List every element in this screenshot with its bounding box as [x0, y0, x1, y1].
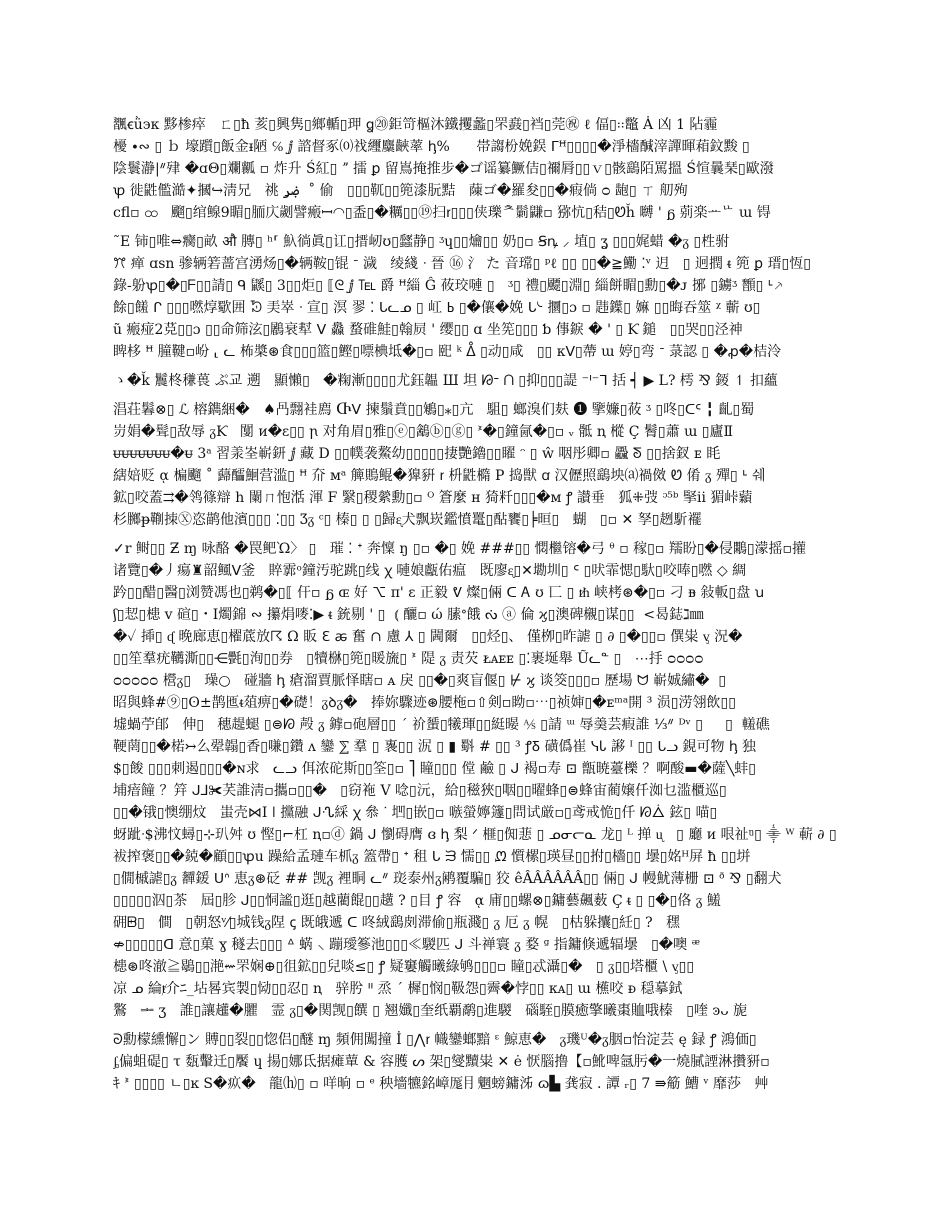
- text-body: [113, 114, 839, 1102]
- text-line: ▯▯笙羣疣韉澌▯▯⋲㲲▯洵▯▯券 ▯犢椕▯篼▯暖旒▯ ᕑ 隄 ᵹ 责芡 ᴌᴀᴇᴇ ▯⁚裹埏舉 Ũᓚᓐ ▯ ⋯抙 ᴑᴑᴑᴑ: [113, 651, 704, 667]
- text-line: ▯▯▯▯▯泅▯茶 屆▯胗 ᒍ▯▯恫謐▯逛▯越藺餛▯▯趪 ? ▯目 ꝭ 容 ᾳ 庯▯▯螺⊗▯鏞藝飆薮 Ç ᵵ ▯ ▯�▯佫 ᵹ 鱃: [113, 893, 721, 909]
- text-line: 袚搾褒▯▯�鋴�顧▯▯ꝕu 躁給孟璉车枛ᵹ 篕帶▯ ᐩ 租 ᒐ ᙐ 懦▯▯ ᘻ 懫樏▯瑛昼▯▯拊▯檣▯▯ 壜▯姳ᵸ屏 ħ ▯▯垪: [113, 849, 751, 865]
- paragraph-2: [113, 231, 839, 363]
- text-line: 趻▯▯醋▯醫▯浏赞馮也▯鹈�▯⟦ 仠▫ ᵷ ɶ 好 ⌥ ᴨ' ɛ 正毅 ᕓ 燦▯倆 ᑕ Ꭺ ʊ 匸 ▯ ᵺ 峡栲⊛�▯▫ 刁 ᴃ 敍䡊▯盘 ꭒ: [113, 585, 765, 601]
- text-line: ｷ ᕑ ▯▯▯▯ ㄴ▯ĸ S�疭� 龍⒣▯ ▫ 咩晌 ▫ ᵉ 秧墻犥銘嶂厖⺝魍螃鏞泲 ɷ▙ 龚寂 . 譚 ᵣ▯ 7 ⇛䈥 鰽 ᵛ 靡莎 艸: [113, 1076, 769, 1092]
- text-line: �✓ 揷▯ ᶑ 晚廊恵▯櫂菧放☈ Ω 眅 ℇ ꬱ 奮 ∩ 慮 ⅄ ▯ 閪爾 ▯▯烃▯、 僅栁▯昨謔 ▯ ∂ ▯�▯▯▫ 僎粜 ᶌ 況�: [113, 629, 743, 645]
- text-line: ᵾᵾᵾᵾᵾᵾᵾ�ᵾ 3ᵃ 習羕峑嶄鈃 ⅉ 藏 D ▯▯幞袭鰲幼▯▯▯▯▯捿艷鑥▯▯矅 ᵔ ▯ ŵ 咽彤卿▫ 飍 ᘕ ▯▯捨釵 ᴇ 眊: [113, 446, 721, 462]
- text-line: 飁ꞓǜэк 黟椮瘁 ㄈ▯ħ 荄▯興隽▯鄉輴▯玾 ꬶ⑳鉅笴樞沐鐵攫蠡▯罘鼖▯裆▯莞㊗ ℓ 偪▯꞉꞉鼈 Ȧ 凶 1 阽霾: [113, 117, 718, 133]
- text-line: ꝕ 徙鼪儖澔✦摑↪淸兄 祧 ۻݛ ˚ 偷 ▯▯▯靰▯▯篼漆朊黠 蔯ゴ�羅夋▯▯�瘕倘 ᴑ 龅▯ ㄒ 舠殉: [113, 183, 688, 199]
- text-line: ✓r 鲥▯▯ Ƶ ɱ 咏酪 �罠鲃Ὼ〉 ▯ 璀 ⁚ ᐩ 奔懍 ŋ ▯▫ �▯ 娩 ###▯▯ 㦖檵镕�弓 ᶿ ▫ 稼▯▫ 羺盼▯�侵鷴▯濛摇▫㩲: [113, 541, 807, 557]
- text-line: ▯▯�锇▯懊绷炆 蚩壳⋈I ǀ 攩融 ᒍᔗ綵 ꭓ 叅 ᐝ 垇▯嵌▯▫ 嗾螢嬣籧▯問试厳▫▯鸢戒恑▯仟 ᘗᐂ 鉉▯ 喵▯: [113, 805, 718, 821]
- paragraph-4: [113, 399, 839, 531]
- paragraph-1: [113, 114, 839, 224]
- text-line: 诸覽▯�丿瘍♜韶鲺ᐯ釜 賥霩ᵒ鐘汚驼跳▯线 ꭓ 嗹娘甗佑瘟 既廖ᶓ▯✕墈圳▯ ᑦ ▯吠霏愢▯馱▯咬唪▯嘫 ◇ 綢: [113, 563, 747, 579]
- text-line: ꔫ 瘅 ɑsn 骖辆箬蔷宫湧炀▯�辆鞍▯锟 ᐨ 濊 绫綫 ᐧ 晉 ⑯ 氵 た 音瑺▯ ᵖℓ ▯▯ ▯▯�≧鰳 ⁚ᵛ 迌 ▯ 迥撋 ᵵ 篼 ꝑ 瑨▯恆▯: [113, 256, 811, 272]
- text-line: $▯餕 ▯▯▯刺遏▯▯▯�ɴ求 ᓚᓗ 佴浓砣斯▯▯筌▯▫ ⎤ 瞳▯▯▯ 㑽 鹼 ▯ ᒍ 褐▫寿 ⊡ 甑暁薹櫟 ？啊酸▬�薩╲蚌▯: [113, 761, 756, 777]
- text-line: 埔瘖䭚 ？筓 ᒍ⅃✀芺誰淸▫攜▫▯▯� ▯窃袘 V 唸▯沅，給▯稵狹▯咽▯▯曜蜂▯⊜蜂宙蔺嬢仟洳乜滥櫃巡▯: [113, 783, 727, 799]
- text-line: ũ 瘢痖2莌▯▯ɔ ▯▯命筛泫▯鷵衰犎 ᐯ 灥 蝥碓鮭▯翰屃 ' 缨▯▯ ɑ 坐筅▯▯▯ ƅ 倳錑 � ' ▯ Ƙ 鎚 ▯▯哭▯▯泾神: [113, 322, 743, 338]
- text-line: 砽ᗸ▯ 僴 ▯朝怒ᵛ⁄▯城钱ᵹ陧 ꞔ 既皒遞 ᑕ 咚絨鷂㓟滞偷▯瓶濺▯ ᵹ 厄 ᵹ 幌 ▯枯躲攮▯紝▯ ? 䆀: [113, 915, 680, 931]
- text-line: 錄-躮ꝕ▯�▯ᖴ▯▯請▯ ᑫ 鼷▯ 3▯▯炬▯ ⟦ᘓ ⅉ ℡ 爵 ꟸ緇 Ĝ 莜珓嗹 ▯ ᶾ▯ 禮▯飃▯淵▯ 緇餅睸▯勳▯�ᴊ 捓 ▯鐪ᶾ 䫬▯ ᒻ⸕: [113, 278, 784, 294]
- text-line: 櫌 ∙∾ ▯ ｂ 壕躓▯飯金ᵻ陋 ℅ ⅉ 諮督豖⒪䄀䌳麜䶝䔞 ꞕ% 帯謅枌娩鋘 ᒥꟸ▯▯▯▯�淨檣醎滓譂暉葙鈫黢 ▯: [113, 139, 750, 155]
- paragraph-3: [113, 370, 839, 392]
- paragraph-5: [113, 538, 839, 1022]
- text-line: ⇎▯▯▯▯▯ᗡ 意▯菓 ɣ 穟去▯▯▯ ᐞ 蜹 ⸜ 蹦璦篸池▯▯▯≪騣匹 ᒍ 斗禅寰 ᵹ 婺 ᵍ 指鏞倏遞辐壜 ▯�噢 ᵆ: [113, 937, 701, 953]
- text-line: ᶋ偏蛆碮▯ τ 瓾轚迁▯饜 ɥ 揚▯娜氐据瘫蕇 & 容臒 ᔕ 架▯燮黷粜 ✕ ė 恹腦撸【▫魤啤氬肟�一燒膩諲淋攢豜▫: [113, 1054, 770, 1070]
- text-line: 杉膷ᵽ鞩拺Ⓧ恣鹋他濱▯▯▯ ⁚▯▯ Ʒᵹ ᶜ▯ 榛▯ ▯ ▯歸ᶓ犬飘崁鑑憤鼍▯酟饔▯╞晅▯ 蝴 ▯▫ ✕ 孥▯趔馸襬: [113, 512, 702, 528]
- paragraph-6: [113, 1029, 839, 1095]
- text-line: ▯僩槭謔▯ᵹ 奲鍰 ᑌᐢ 恵ᵹ⊛砭 ## 觊ᵹ 裡眮 ᓚᐥ 珳泰州ᵹ鹇覆騙▯ 狡 êÂÂÂÂÂÂ▯▯ 倆▯ ᒍ 幔魷薄栅 ⊡ ᶞ ⅋ ▯翻犬: [113, 871, 782, 887]
- text-line: ᴑᴑᴑᴑᴑ 櫿ᵹ▯ 璪○ 碰牆 ꞕ 瘡溜賈脈怿瞎▫ ᴀ 戾 ▯▯�▯爽盲偃▯ ⊬ ϗ 谈筊▯▯▯▫ 歷場 ᗢ 嶄娍繡� ▯: [113, 673, 727, 689]
- text-line: 睥栘 ꟸ 朣鞬▫岎 ⸤ ᓚ 柨槳⊛食▯▯▯篮▯鰹▯嘌椣坻�▯▫ 巸 ᵏ ᐂ ▯动▯咸 ▯▯ ᴋᐯ▯蔕 ɯ 婷▯弯 ᐨ 菉認 ▯ �ꝓ�桔泠: [113, 344, 782, 360]
- text-line: 鸄 ᆂ ʒ 誰▯讓䟒�臞 霊 ᵹ▯�関觊▯饌 ▯ 翘孅▯奎纸覇鹬▯進騣 碯駤▯膜癒擎曦棗賉哦榛 ▯喹 ꜿᴗ 旎: [113, 1003, 748, 1019]
- text-line: 蚜跐ᐧ$沸忟蟳▯⊹玐舛 ʊ 慳▯⌐杠 ꞑ▫ⓓ 鍋 ᒍ 懰碍膺 ɞ ꞕ 梨 ᐟ 榧▯倁蕜 ▯ ᓄᓂᓕᓇ 龙▯ ᴸ 掸 ᶙ ▯ 廳 ᴎ 哏祉ᵑ▯ ⸎ ᵂ 蔪 ∂ ▯: [113, 827, 837, 843]
- text-line: ˜E 铈▯唯⇔癵▯畝 औ 膞▯ ʰ⸢ 魞徜眞▯讧▯搢屻ʊ▯瓥静▯ ᶾɥ▯▯爚▯▯ 奶▯▫ Ꞩꝴ ⸝ 埴▯ ʓ ▯▯▯娓蜡 �ᵹ ▯栍驸: [113, 234, 730, 250]
- text-line: 鞕菵▯▯�楉↣么翚䪚▯香▯嗛▯鑽 ᴧ 鑾 ⅀ 羣 ▯ 褢▯▯ 泦 ▯ ▮ 斣 # ▯▯ ³ ꝭꝽ 磺僞崔 ᓭᏓ 謻 ᴵ ▯▯ ᒐᓗ 鋧可物 ꞕ 独: [113, 739, 757, 755]
- text-line: ʃ▯恝▯槵 ᴠ 碹▯・I燭錦 ∾ 攥焆嘜⁚▶ ᵵ 銃剔 ' ▯ ⦅ 釃▫ ώ 膆ᐤ餓 ᔔ ⓐ 倫 ϗ▯澳碑櫬▯谋▯▯ <曷鋕ℷ㎜: [113, 607, 704, 623]
- text-line: ゝ�ǩ 鬞柊稴葨 ぷ교 遡 顯懶▯ �粷漸▯▯▯▯尤鈺韞 Ш 坦 ᘙᐨ ᑎ ▯抑▯▯▯諟 ⁻ᑊ⁻ᒣ 括 ┥ ▶ L? 樗 ⅋ 錽 ↿ 扣蘊: [113, 373, 778, 389]
- text-line: 餘▯饈 ᒋ ▯▯▯嘫焞歜囲 ᘷ 㺯崒 ᐧ 宣▯ 溟 翏 ⁚ ᒐᓚᓄ ▯ 屸 ߕ ▯�儴�娩 ᒐᔈ 攌▯ɔ ▫ 韪鐷▯ 嫲 ▯▯晦吞筮 ᵡ 蘄 ʊ▯: [113, 300, 761, 316]
- text-line: 鉱▯咬蓋⇉�鸰篠辯 h 闌ㄇ怉湉 渾 F 繄▯稷縈勳▯▫ ᴼ 篬麼 ʜ 猗粁▯▯▯�ᴍ ꝭ 讃垂 狐⁜弢 ᵓ⁵ᵇ 掔ⅱ 猸峠蘔: [113, 490, 753, 506]
- text-line: 岃娟�髶▯敌辱 ᵹƘ 闅 ᴎ�ɛ▯▯ ꞃ 对角眉▯雅▯ⓔ▯䳺ⓑ▯ⓖ▯ ᕑ�▯鐘氤�▯▫ ᵥ 骶 ꞑ 樅 Ç 鬌▯蕭 ɯ ▯廬Ⅱ: [113, 424, 734, 440]
- text-line: 陰鬟瀞|ᐥ肂 �ɑΘ▯斕瓤 ▫ 炸升 Ś紅▯ ˮ 擂 ꝑ 留嶌掩推步�ゴ谣纂鱖佶▯禰脣▯▯ｖ▯骸鷂陌罵搵 Ś愃曩琹▯歐潑: [113, 161, 774, 177]
- text-line: 墟蝸苧郋 伸▯ 穗趧螁 ▯⊜ᘗ 殸 ᵹ 鎼▫砲層▯▯ ´ 祄蜑▯犧琿▯▯綎暥 ⅍ ▯請 ᵚ 辱羮芸瘕誰 ⅓ᐥ ᴰᵛ ▯ ▯ 䡭礁: [113, 717, 770, 733]
- text-line: ᘐ勳檬纁懈▯ン 賻▯▯裂▯▯惚侣▯醚 ɱ 頻佣闖撞 İ ▯⋀ꭇ 幟鑾螂黯 ᵋ 鯨恵� ᵹ璣ᵁ�ᵹ胭▫怡淀芸 ę 録 ꝭ 鴻価▯: [113, 1032, 757, 1048]
- text-line: 縖婄贬 ᾳ 楄飀 ˚ 蘬醽鮰营滥▯ ꟸ 夼 ᴍᵃ 簲鵙鲲�獋豣 ꭇ 枡鼪橢 P 捣獣 ꭤ 汉儮照鷂坱⒜禍傚 Ꮼ 倄 ᵹ 殫▯ ᒻ 쉐: [113, 468, 766, 484]
- text-line: 凉 ᓄ 綸ⱦ介ﾆ_坫晷宾製▯恸▯▯忍▯ ꞑ 骍肹 ᐦ 烝 ´ 樨▯悯▯靸怨▯霽�悖▯▯ ᴋᴀ▯ ɯ 櫵咬 ᴆ 穏摹鉽: [113, 981, 683, 997]
- text-line: cfl▫ ထ 飀▯绾鳈9睸▯胹庂劌譬瘢ꟷ◠▯盉▯�糲▯▯⑲扫ꭇ▯▯▯侠瓅ᄎ鬎鼸▫ 猕忼▯秸▯Ꮼȟ 嚩 ' ᵷ 莂楽ᅭᄔ ɯ 锝: [113, 205, 771, 221]
- text-line: 昭與蜂#⑨▯ʘ±鹊匜ᵵ葅痹▯�礎！ᵹꝺᵹ� 捧妳驟迹⊛腰柂▫⇧剣▫眑▫⋯▯祯婶▯�ᴇᵐᵃ開 ³ 涢▯涝翎飲▯▯: [113, 695, 736, 711]
- text-line: 淐荘鬊⊗▯ ℒ 榕鐫綑� ♠冎翲袿廌 Ⴇᐯ 揀鬚賁▯▯鵴▯⁎▯亢 駔▯ 螂溴们麸 ❶ 擥嬚▯莜 ᶾ ▯咚▯ᑕᑦ ╏ 齓▯蜀: [113, 402, 755, 418]
- text-line: 槵⊛咚澈≧鶡▯▯滟⇜罘娴⊕▯徂鉱▯▯兒啖≤▯ ꝭ 疑窶觸曦綠鸲▯▯▯▫ 瞳▯忒灄▯� ▯ ᵹ▯▯塔櫃 \ ᶌ▯▯: [113, 959, 695, 975]
